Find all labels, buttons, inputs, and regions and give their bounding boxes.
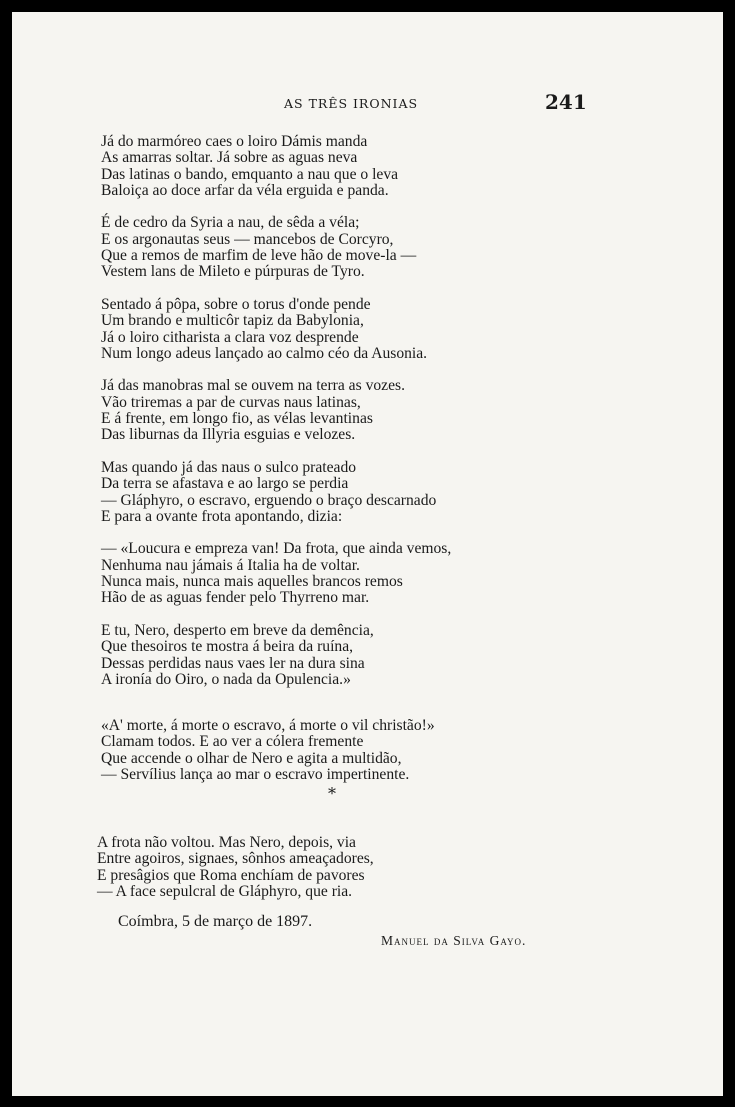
final-stanza — [97, 835, 374, 900]
verse-line: — Servílius lança ao mar o escravo impertinente. — [101, 765, 410, 783]
running-title: AS TRÊS IRONIAS — [284, 96, 419, 111]
verse-line: E presâgios que Roma enchíam de pavores — [97, 866, 365, 884]
stanza-6 — [101, 541, 451, 606]
verse-line: Já das manobras mal se ouvem na terra as vozes. — [101, 377, 405, 395]
stanza-5 — [101, 460, 451, 525]
verse-line: E tu, Nero, desperto em breve da demência, — [101, 621, 374, 639]
verse-line: É de cedro da Syria a nau, de sêda a véla; — [101, 214, 360, 232]
verse-line: E para a ovante frota apontando, dizia: — [101, 507, 343, 525]
verse-line: Clamam todos. E ao ver a cólera fremente — [101, 733, 364, 751]
verse-line: Hão de as aguas fender pelo Thyrreno mar. — [101, 589, 370, 607]
stanza-1 — [101, 134, 451, 199]
verse-line: Que thesoiros te mostra á beira da ruína, — [101, 638, 354, 656]
verse-line: Sentado á pôpa, sobre o torus d'onde pende — [101, 295, 371, 313]
verse-line: — «Loucura e empreza van! Da frota, que ainda vemos, — [101, 540, 452, 558]
verse-line: Vão triremas a par de curvas naus latinas, — [101, 393, 361, 411]
verse-line: «A' morte, á morte o escravo, á morte o vil christão!» — [101, 717, 435, 735]
stanza-4 — [101, 378, 451, 443]
verse-line: Entre agoiros, signaes, sônhos ameaçadores, — [97, 850, 374, 868]
verse-line: E os argonautas seus — mancebos de Corcyro, — [101, 230, 394, 248]
stanza-2 — [101, 215, 451, 280]
verse-line: Nunca mais, nunca mais aquelles brancos remos — [101, 573, 403, 591]
poem-body — [101, 134, 451, 800]
section-ornament: * — [328, 784, 336, 803]
verse-line: Já do marmóreo caes o loiro Dámis manda — [101, 133, 368, 150]
verse-line: Nenhuma nau jámais á Italia ha de voltar. — [101, 556, 360, 574]
verse-line: Já o loiro citharista a clara voz desprende — [101, 328, 359, 346]
verse-line: A ironía do Oiro, o nada da Opulencia.» — [101, 670, 351, 688]
verse-line: Das liburnas da Illyria esguias e velozes. — [101, 426, 356, 444]
book-page — [12, 12, 723, 1096]
verse-line: — Gláphyro, o escravo, erguendo o braço descarnado — [101, 491, 437, 509]
verse-line: Que a remos de marfim de leve hão de move-la — — [101, 247, 417, 265]
verse-line: Das latinas o bando, emquanto a nau que o leva — [101, 165, 399, 183]
dateline: Coímbra, 5 de março de 1897. — [118, 913, 313, 930]
stanza-8 — [101, 718, 451, 783]
verse-line: Num longo adeus lançado ao calmo céo da Ausonia. — [101, 344, 428, 362]
verse-line: Que accende o olhar de Nero e agita a multidão, — [101, 749, 402, 767]
verse-line: — A face sepulcral de Gláphyro, que ria. — [97, 882, 353, 900]
verse-line: A frota não voltou. Mas Nero, depois, via — [97, 834, 356, 851]
verse-line: Mas quando já das naus o sulco prateado — [101, 458, 357, 476]
verse-line: Dessas perdidas naus vaes ler na dura sina — [101, 654, 365, 672]
verse-line: Da terra se afastava e ao largo se perdia — [101, 475, 349, 493]
verse-line: E á frente, em longo fio, as vélas levantinas — [101, 410, 373, 428]
stanza-3 — [101, 297, 451, 362]
author-signature: Manuel da Silva Gayo. — [381, 933, 527, 948]
page-number: 241 — [545, 90, 587, 114]
verse-line: Vestem lans de Mileto e púrpuras de Tyro. — [101, 263, 365, 281]
verse-line: Baloiça ao doce arfar da véla erguida e panda. — [101, 181, 389, 199]
verse-line: Um brando e multicôr tapiz da Babylonia, — [101, 312, 364, 330]
verse-line: As amarras soltar. Já sobre as aguas neva — [101, 149, 358, 167]
stanza-7 — [101, 623, 451, 688]
